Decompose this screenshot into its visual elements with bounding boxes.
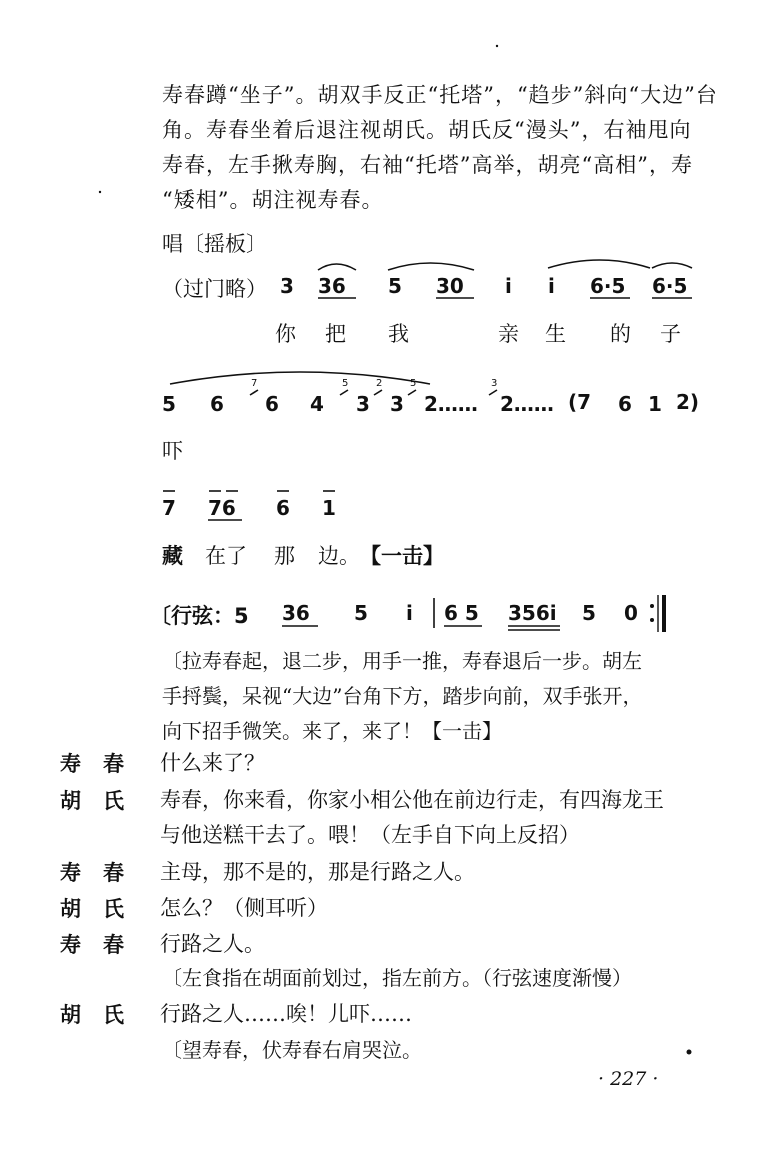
score-note: 1 <box>322 496 336 520</box>
score-note: 6 5 <box>444 601 479 625</box>
lyric: 在了 <box>205 544 247 568</box>
score-note: 3 <box>356 392 370 416</box>
intro-line: 寿春蹲“坐子”。胡双手反正“托塔”，“趋步”斜向“大边”台 <box>162 83 718 107</box>
speaker-name: 寿春 <box>60 751 146 776</box>
score-note: 36 <box>318 274 346 298</box>
stage-direction <box>162 644 722 749</box>
stage-direction-line: 手捋鬓，呆视“大边”台角下方，踏步向前，双手张开， <box>162 684 643 708</box>
lyric: 你 <box>275 322 296 346</box>
grace-mark: 3 <box>491 378 498 389</box>
lyric: 藏 <box>162 543 183 568</box>
score-note: 36 <box>282 601 310 625</box>
speaker-name: 胡氏 <box>60 788 146 813</box>
score-note: 5 <box>582 601 596 625</box>
score-note: 3 <box>280 274 294 298</box>
cue-strike: 【一击】 <box>360 543 444 568</box>
score-note: 5 <box>388 274 402 298</box>
speech-text: 什么来了？ <box>160 751 265 775</box>
score-note: 1 <box>648 392 662 416</box>
grace-mark: 2 <box>376 378 383 389</box>
intro-line: “矮相”。胡注视寿春。 <box>162 188 384 212</box>
score-note: 7 <box>162 496 176 520</box>
score-note: (7 <box>568 390 592 414</box>
score1-prefix: （过门略） <box>162 277 267 301</box>
score-note: 356i <box>508 601 557 625</box>
grace-mark: 5 <box>410 378 417 389</box>
score-note: 4 <box>310 392 324 416</box>
singing-label: 唱〔摇板〕 <box>162 232 267 256</box>
dialogue-row <box>60 783 740 855</box>
lyric: 把 <box>325 322 346 346</box>
speech-text: 与他送糕干去了。喂！（左手自下向上反招） <box>160 823 580 847</box>
speech-text: 寿春，你来看，你家小相公他在前边行走，有四海龙王 <box>160 788 664 812</box>
score-note: 5 <box>162 392 176 416</box>
score-note: 6·5 <box>652 274 688 298</box>
speaker-name: 寿春 <box>60 860 146 885</box>
speech-text: 行路之人……唉！儿吓…… <box>160 1002 412 1026</box>
score-note: 76 <box>208 496 236 520</box>
score-note: i <box>548 274 555 298</box>
score4-prefix: 〔行弦：5 <box>150 604 249 628</box>
score-note: 6·5 <box>590 274 626 298</box>
score-note: 2) <box>676 390 700 414</box>
lyric: 生 <box>545 322 566 346</box>
lyric: 子 <box>660 322 681 346</box>
score-note: i <box>406 601 413 625</box>
score-note: 3 <box>390 392 404 416</box>
score-note: 5 <box>354 601 368 625</box>
stage-direction: 〔望寿春，伏寿春右肩哭泣。 <box>162 1038 422 1062</box>
lyric: 边。 <box>318 544 360 568</box>
speech-text: 行路之人。 <box>160 932 265 956</box>
lyric: 那 <box>274 544 295 568</box>
grace-mark: 7 <box>251 378 258 389</box>
lyric: 亲 <box>498 322 519 346</box>
speech-text: 怎么？（侧耳听） <box>160 896 328 920</box>
speech-text: 主母，那不是的，那是行路之人。 <box>160 860 475 884</box>
speaker-name: 寿春 <box>60 932 146 957</box>
score-note: i <box>505 274 512 298</box>
stage-direction-line: 〔拉寿春起，退二步，用手一推，寿春退后一步。胡左 <box>162 649 642 673</box>
page-number: · 227 · <box>598 1068 659 1090</box>
lyric: 吓 <box>162 439 183 463</box>
stage-direction: 〔左食指在胡面前划过，指左前方。（行弦速度渐慢） <box>162 966 632 990</box>
score-note: 30 <box>436 274 464 298</box>
intro-line: 角。寿春坐着后退注视胡氏。胡氏反“漫头”，右袖甩向 <box>162 118 692 142</box>
score-note: 6 <box>265 392 279 416</box>
speech-block <box>160 783 740 853</box>
lyric: 的 <box>610 322 631 346</box>
lyric: 我 <box>388 322 409 346</box>
intro-line: 寿春，左手揪寿胸，右袖“托塔”高举，胡亮“高相”，寿 <box>162 153 693 177</box>
score-note: 6 <box>618 392 632 416</box>
score-note: 2…… <box>424 392 478 416</box>
score-note: 0 <box>624 601 638 625</box>
speaker-name: 胡氏 <box>60 896 146 921</box>
grace-mark: 5 <box>342 378 349 389</box>
speaker-name: 胡氏 <box>60 1002 146 1027</box>
stage-direction-line: 向下招手微笑。来了，来了！【一击】 <box>162 719 502 743</box>
score-note: 6 <box>210 392 224 416</box>
score-note: 6 <box>276 496 290 520</box>
score-note: 2…… <box>500 392 554 416</box>
